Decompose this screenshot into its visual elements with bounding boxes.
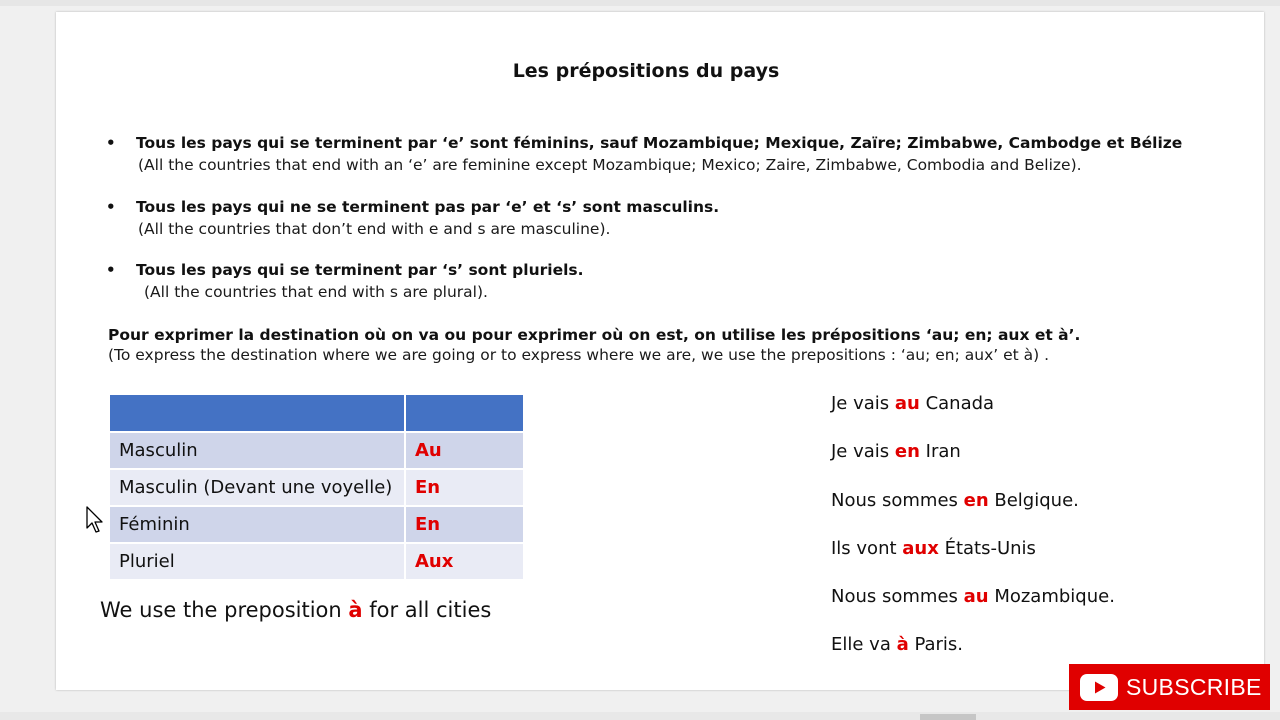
- destination-english-text: (To express the destination where we are going or to express where we are, we use the prepositions : ‘au; en; aux’ et à) .: [108, 346, 1050, 364]
- example-before: Nous sommes: [831, 586, 964, 608]
- bullet-french-text: Tous les pays qui se terminent par ‘s’ sont pluriels.: [136, 261, 584, 279]
- example-preposition: à: [896, 634, 909, 656]
- mouse-pointer-icon: [86, 506, 106, 534]
- cities-note: [100, 598, 491, 622]
- table-row: [109, 469, 524, 506]
- category-cell: Féminin: [109, 506, 405, 543]
- example-after: Iran: [919, 441, 961, 463]
- table-row: [109, 543, 524, 580]
- example-before: Je vais: [831, 393, 895, 414]
- preposition-cell: En: [405, 469, 524, 506]
- example-preposition: en: [963, 489, 989, 511]
- example-sentence: [831, 586, 1115, 634]
- example-after: États-Unis: [938, 537, 1036, 559]
- table-header-row: [109, 394, 524, 432]
- example-after: Belgique.: [988, 489, 1079, 511]
- table-header-cell: [109, 394, 405, 432]
- destination-french-text: Pour exprimer la destination où on va ou pour exprimer où on est, on utilise les prépositions ‘au; en; aux et à’.: [108, 326, 1081, 344]
- example-after: Mozambique.: [988, 586, 1115, 608]
- subscribe-label: SUBSCRIBE: [1126, 673, 1262, 700]
- slide-title: Les prépositions du pays: [512, 60, 780, 82]
- bullet-french-text: Tous les pays qui ne se terminent pas par ‘e’ et ‘s’ sont masculins.: [136, 198, 720, 216]
- category-cell: Masculin (Devant une voyelle): [109, 469, 405, 506]
- subscribe-button[interactable]: [1069, 664, 1270, 710]
- bullet-marker: •: [106, 134, 116, 152]
- example-preposition: au: [963, 586, 989, 608]
- bullet-french-text: Tous les pays qui se terminent par ‘e’ sont féminins, sauf Mozambique; Mexique, Zaïre; Zimbabwe, Cambodge et Bélize: [136, 134, 1183, 152]
- example-sentence: [831, 538, 1115, 586]
- destination-explanation: [108, 326, 1248, 364]
- preposition-cell: En: [405, 506, 524, 543]
- example-sentence: [831, 490, 1115, 538]
- cities-note-after: for all cities: [362, 598, 492, 622]
- top-toolbar-strip: [0, 0, 1280, 6]
- example-before: Nous sommes: [831, 489, 964, 511]
- bullet-english-text: (All the countries that end with s are plural).: [144, 283, 488, 301]
- example-after: Paris.: [908, 634, 964, 656]
- scrollbar-thumb[interactable]: [920, 714, 976, 720]
- example-preposition: en: [894, 441, 920, 463]
- example-sentences: [831, 393, 1115, 683]
- example-after: Canada: [919, 393, 995, 414]
- example-sentence: [831, 393, 1115, 441]
- category-cell: Pluriel: [109, 543, 405, 580]
- bullet-marker: •: [106, 261, 116, 279]
- cities-note-highlight: à: [348, 598, 363, 622]
- category-cell: Masculin: [109, 432, 405, 469]
- preposition-cell: Au: [405, 432, 524, 469]
- example-sentence: [831, 441, 1115, 489]
- example-before: Ils vont: [831, 537, 903, 559]
- slide: [56, 12, 1264, 690]
- table-header-cell: [405, 394, 524, 432]
- cities-note-before: We use the preposition: [100, 598, 349, 622]
- example-before: Elle va: [831, 634, 897, 656]
- bullet-marker: •: [106, 198, 116, 216]
- youtube-play-icon: [1080, 674, 1118, 701]
- example-before: Je vais: [831, 441, 895, 463]
- bottom-scrollbar[interactable]: [0, 712, 1280, 720]
- table-row: [109, 432, 524, 469]
- preposition-cell: Aux: [405, 543, 524, 580]
- example-preposition: au: [894, 393, 920, 414]
- bullet-english-text: (All the countries that end with an ‘e’ are feminine except Mozambique; Mexico; Zaire, Zimbabwe, Combodia and Belize).: [138, 156, 1082, 174]
- prepositions-table: [108, 393, 525, 581]
- example-preposition: aux: [902, 537, 939, 559]
- bullet-english-text: (All the countries that don’t end with e and s are masculine).: [138, 220, 611, 238]
- table-row: [109, 506, 524, 543]
